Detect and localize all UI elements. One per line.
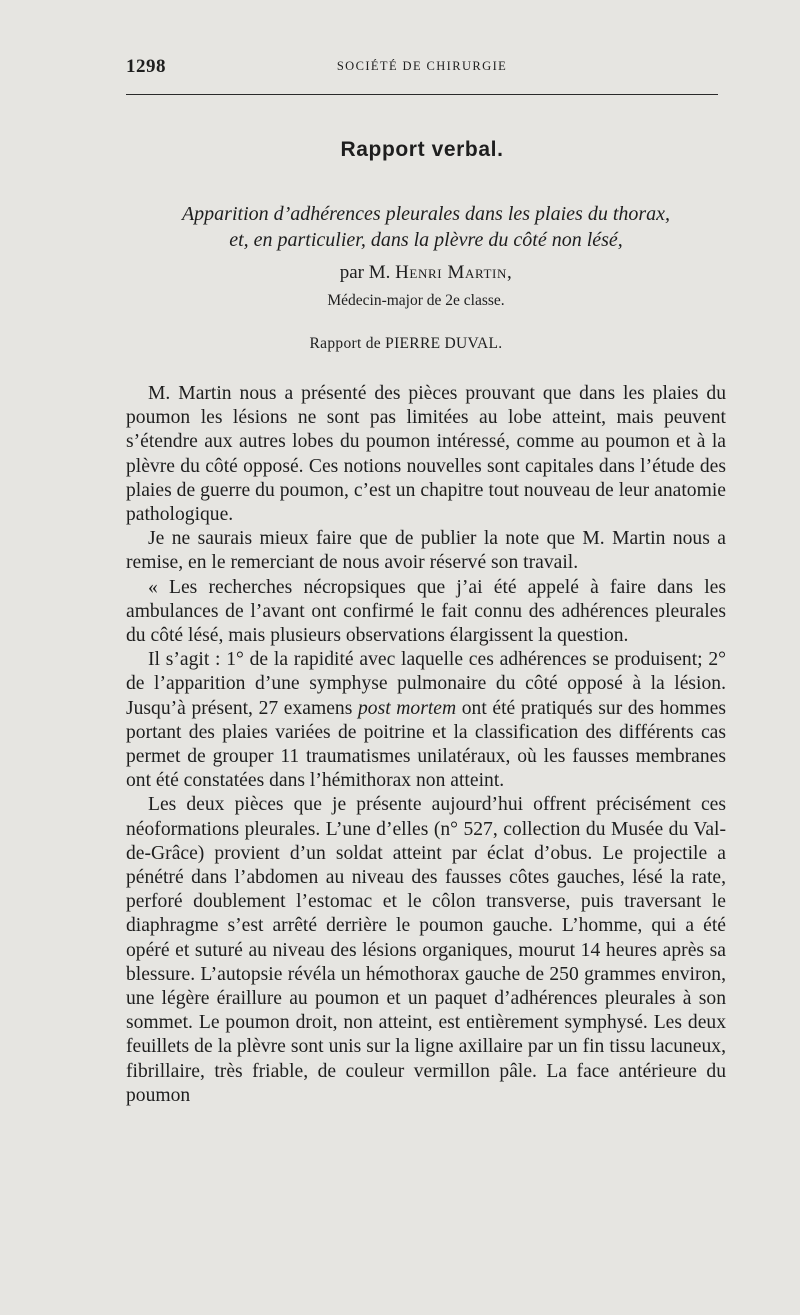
page-number: 1298 [126, 56, 166, 77]
post-mortem-italic: post mortem [357, 697, 457, 719]
paragraph-4-part-2: ont été pratiqués sur des hommes portant des plaies variées de poitrine et la classification des différents cas permet de grouper 11 traumatismes unilatéraux, où les fausses membranes ont été constatées dans l’hémithorax non atteint. [126, 697, 726, 792]
article-title-line-2: et, en particulier, dans la plèvre du côté non lésé, [229, 229, 623, 251]
paragraph-1: M. Martin nous a présenté des pièces prouvant que dans les plaies du poumon les lésions ne sont pas limitées au lobe atteint, mais peuvent s’étendre aux autres lobes du poumon intéressé, comme au poumon et à la plèvre du côté opposé. Ces notions nouvelles sont capitales dans l’étude des plaies de guerre du poumon, c’est un chapitre tout nouveau de leur anatomie pathologique. [126, 383, 726, 526]
paragraph-2: Je ne saurais mieux faire que de publier la note que M. Martin nous a remise, en le remerciant de nous avoir réservé son travail. [126, 528, 726, 574]
report-by: Rapport de PIERRE DUVAL. [309, 335, 503, 352]
body-text [126, 382, 726, 1108]
paragraph-3: « Les recherches nécropsiques que j’ai été appelé à faire dans les ambulances de l’avant ont confirmé le fait connu des adhérences pleurales du côté lésé, mais plusieurs observations élargissent la question. [126, 576, 726, 647]
author-prefix: par M. [339, 262, 396, 283]
header-rule [126, 94, 718, 95]
author-line [126, 262, 726, 284]
article-title [126, 201, 726, 253]
running-head: SOCIÉTÉ DE CHIRURGIE [336, 59, 508, 73]
author-role: Médecin-major de 2e classe. [327, 292, 505, 309]
article-title-line-1: Apparition d’adhérences pleurales dans les plaies du thorax, [181, 203, 671, 225]
paragraph-4-part-1: Il s’agit : 1° de la rapidité avec laquelle ces adhérences se produisent; 2° de l’apparition d’une symphyse pulmonaire du côté opposé à la lésion. Jusqu’à présent, 27 examens [126, 649, 726, 719]
section-title: Rapport verbal. [340, 138, 504, 161]
page-header [126, 56, 718, 82]
paragraph-4 [126, 648, 726, 793]
paragraph-5: Les deux pièces que je présente aujourd’hui offrent précisément ces néoformations pleurales. L’une d’elles (n° 527, collection du Musée du Val-de-Grâce) provient d’un soldat atteint par éclat d’obus. Le projectile a pénétré dans l’abdomen au niveau des fausses côtes gauches, lésé la rate, perforé doublement l’estomac et le côlon transverse, puis traversant le diaphragme s’est arrêté derrière le poumon gauche. L’homme, qui a été opéré et suturé au niveau des lésions organiques, mourut 14 heures après sa blessure. L’autopsie révéla un hémothorax gauche de 250 grammes environ, une légère éraillure au poumon et un paquet d’adhérences pleurales à son sommet. Le poumon droit, non atteint, est entièrement symphysé. Les deux feuillets de la plèvre sont unis sur la ligne axillaire par un fin tissu lacuneux, fibrillaire, très friable, de couleur vermillon pâle. La face antérieure du poumon [126, 794, 726, 1106]
author-name: Henri Martin, [395, 262, 513, 283]
